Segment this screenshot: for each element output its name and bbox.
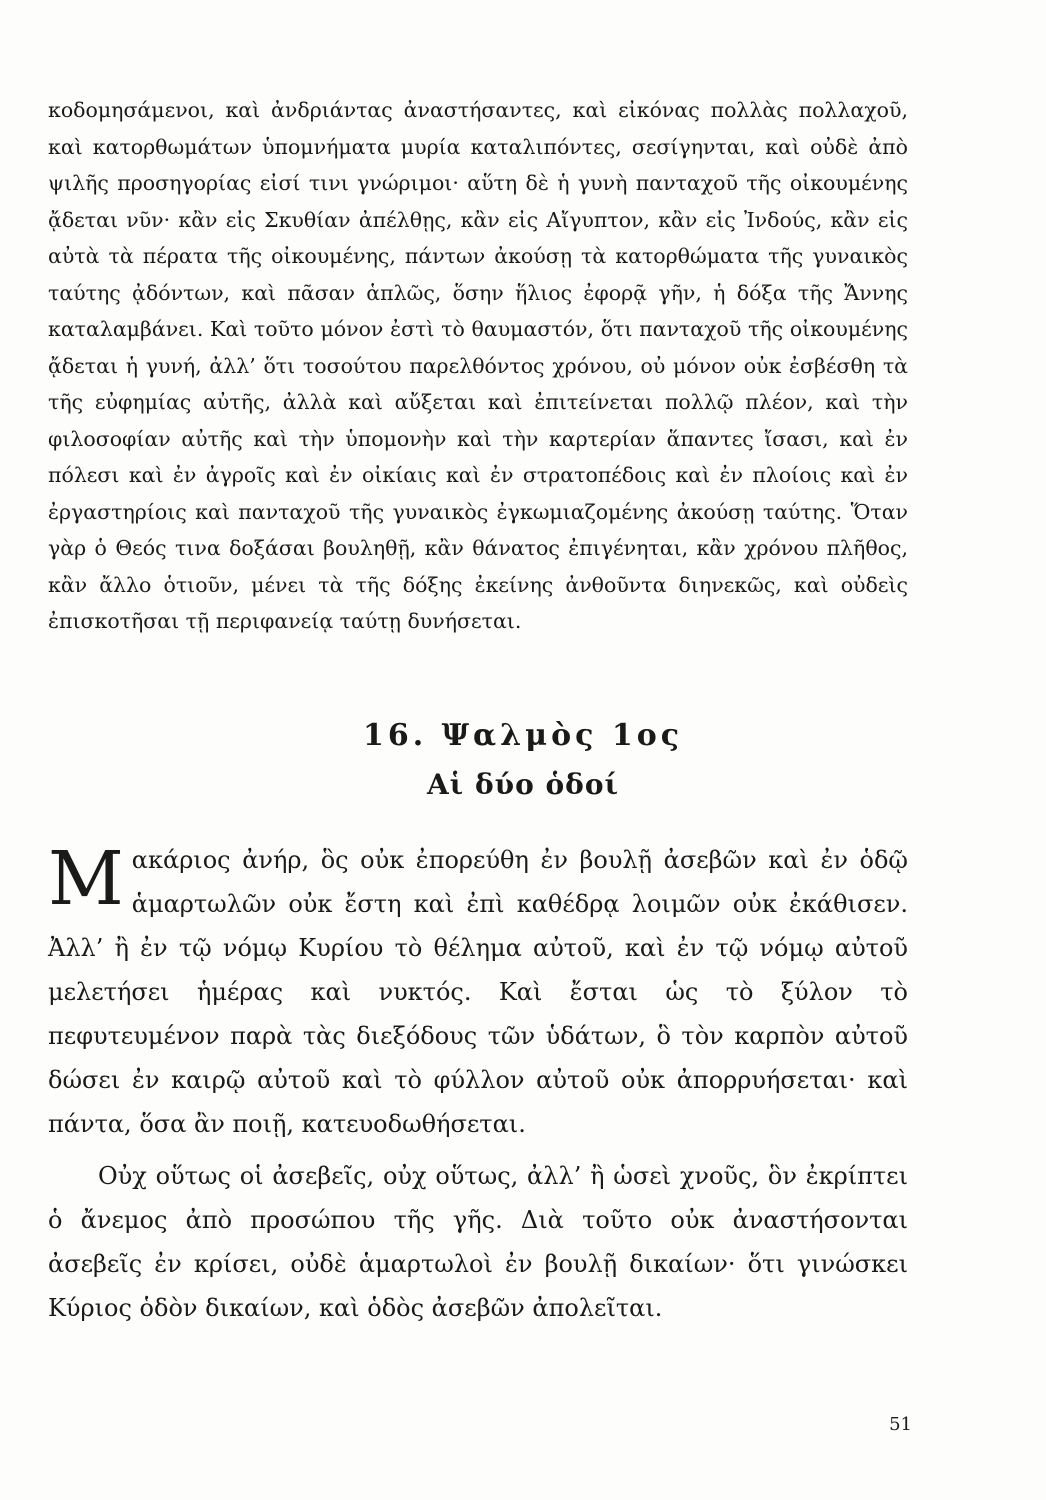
psalm-text	[48, 838, 908, 1330]
page-number: 51	[889, 1414, 912, 1435]
psalm-paragraph-1-text: ακάριος ἀνήρ, ὃς οὐκ ἐπορεύθη ἐν βουλῇ ἀσεβῶν καὶ ἐν ὁδῷ ἁμαρτωλῶν οὐκ ἔστη καὶ ἐπὶ καθέδρᾳ λοιμῶν οὐκ ἐκάθισεν. Ἀλλ’ ἢ ἐν τῷ νόμῳ Κυρίου τὸ θέλημα αὐτοῦ, καὶ ἐν τῷ νόμῳ αὐτοῦ μελετήσει ἡμέρας καὶ νυκτός. Καὶ ἔσται ὡς τὸ ξύλον τὸ πεφυτευμένον παρὰ τὰς διεξόδους τῶν ὑδάτων, ὃ τὸν καρπὸν αὐτοῦ δώσει ἐν καιρῷ αὐτοῦ καὶ τὸ φύλλον αὐτοῦ οὐκ ἀπορρυήσεται· καὶ πάντα, ὅσα ἂν ποιῇ, κατευοδωθήσεται.	[48, 846, 908, 1138]
intro-paragraph: κοδομησάμενοι, καὶ ἀνδριάντας ἀναστήσαντες, καὶ εἰκόνας πολλὰς πολλαχοῦ, καὶ κατορθωμάτων ὑπομνήματα μυρία καταλιπόντες, σεσίγηνται, καὶ οὐδὲ ἀπὸ ψιλῆς προσηγορίας εἰσί τινι γνώριμοι· αὕτη δὲ ἡ γυνὴ πανταχοῦ τῆς οἰκουμένης ᾄδεται νῦν· κἂν εἰς Σκυθίαν ἀπέλθῃς, κἂν εἰς Αἴγυπτον, κἂν εἰς Ἰνδούς, κἂν εἰς αὐτὰ τὰ πέρατα τῆς οἰκουμένης, πάντων ἀκούσῃ τὰ κατορθώματα τῆς γυναικὸς ταύτης ᾀδόντων, καὶ πᾶσαν ἁπλῶς, ὅσην ἥλιος ἐφορᾷ γῆν, ἡ δόξα τῆς Ἄννης καταλαμβάνει. Καὶ τοῦτο μόνον ἐστὶ τὸ θαυμαστόν, ὅτι πανταχοῦ τῆς οἰκουμένης ᾄδεται ἡ γυνή, ἀλλ’ ὅτι τοσούτου παρελθόντος χρόνου, οὐ μόνον οὐκ ἐσβέσθη τὰ τῆς εὐφημίας αὐτῆς, ἀλλὰ καὶ αὔξεται καὶ ἐπιτείνεται πολλῷ πλέον, καὶ τὴν φιλοσοφίαν αὐτῆς καὶ τὴν ὑπομονὴν καὶ τὴν καρτερίαν ἅπαντες ἴσασι, καὶ ἐν πόλεσι καὶ ἐν ἀγροῖς καὶ ἐν οἰκίαις καὶ ἐν στρατοπέδοις καὶ ἐν πλοίοις καὶ ἐν ἐργαστηρίοις καὶ πανταχοῦ τῆς γυναικὸς ἐγκωμιαζομένης ἀκούσῃ ταύτης. Ὅταν γὰρ ὁ Θεός τινα δοξάσαι βουληθῇ, κἂν θάνατος ἐπιγένηται, κἂν χρόνου πλῆθος, κἂν ἄλλο ὁτιοῦν, μένει τὰ τῆς δόξης ἐκείνης ἀνθοῦντα διηνεκῶς, καὶ οὐδεὶς ἐπισκοτῆσαι τῇ περιφανείᾳ ταύτῃ δυνήσεται.	[48, 98, 908, 633]
psalm-paragraph-2: Οὐχ οὕτως οἱ ἀσεβεῖς, οὐχ οὕτως, ἀλλ’ ἢ ὡσεὶ χνοῦς, ὃν ἐκρίπτει ὁ ἄνεμος ἀπὸ προσώπου τῆς γῆς. Διὰ τοῦτο οὐκ ἀναστήσονται ἀσεβεῖς ἐν κρίσει, οὐδὲ ἁμαρτωλοὶ ἐν βουλῇ δικαίων· ὅτι γινώσκει Κύριος ὁδὸν δικαίων, καὶ ὁδὸς ἀσεβῶν ἀπολεῖται.	[48, 1162, 908, 1322]
intro-text	[48, 92, 908, 640]
section-subtitle: Αἱ δύο ὁδοί	[426, 768, 620, 801]
drop-cap: Μ	[48, 836, 124, 922]
psalm-paragraph-1	[48, 838, 908, 1146]
section-title: 16. Ψαλμὸς 1ος	[363, 718, 683, 753]
